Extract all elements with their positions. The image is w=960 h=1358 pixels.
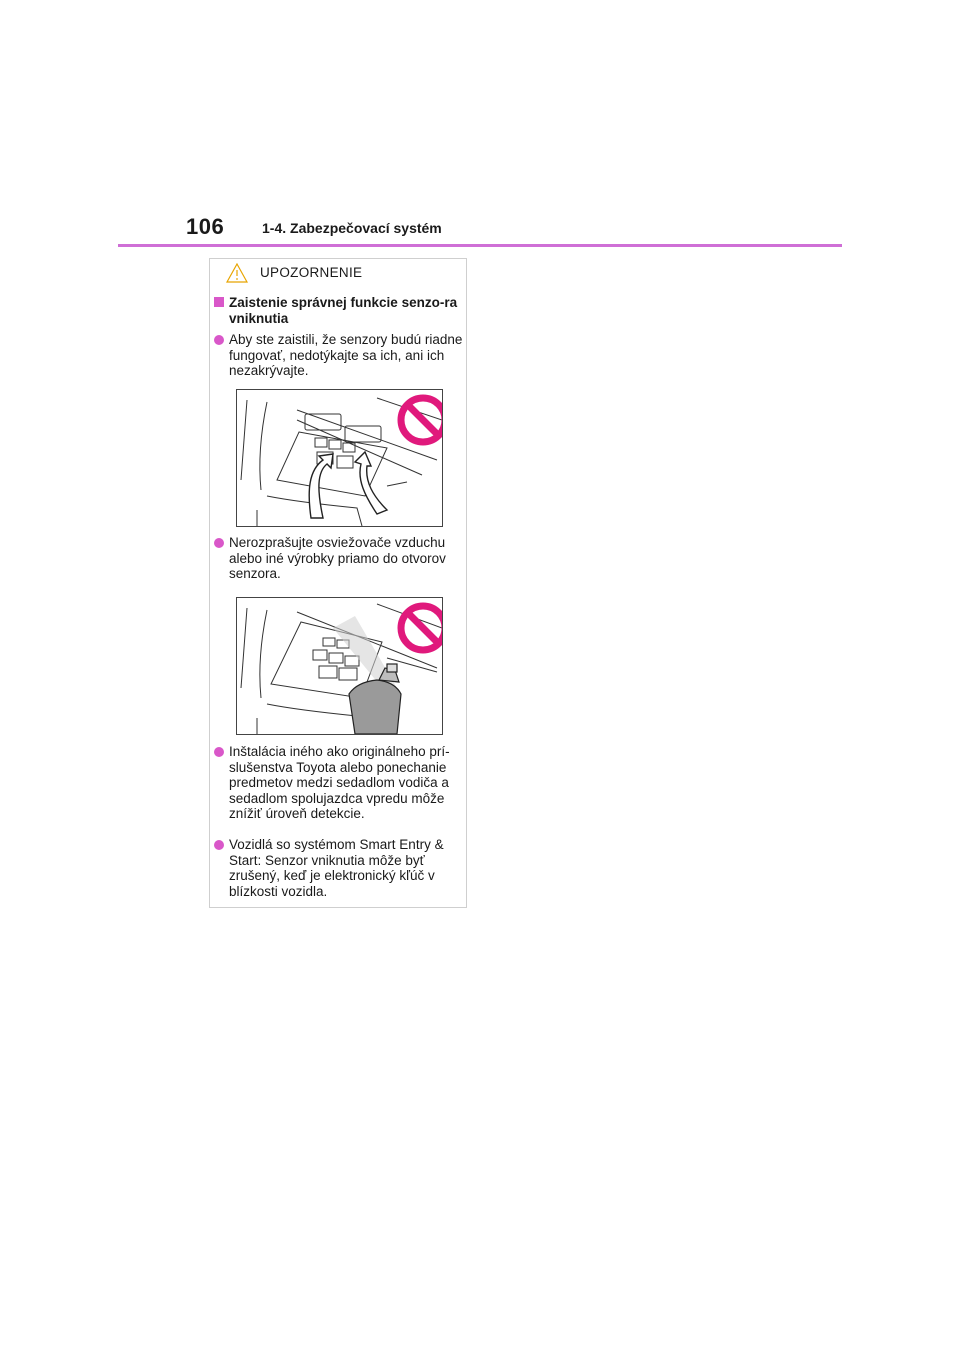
figure-do-not-touch <box>236 389 443 527</box>
warning-box <box>209 258 467 908</box>
warning-label: UPOZORNENIE <box>260 265 363 280</box>
header-rule <box>118 244 842 247</box>
bullet-item <box>214 332 466 379</box>
square-bullet-icon <box>214 297 224 307</box>
bullet-dot-icon <box>214 840 224 850</box>
bullet-dot-icon <box>214 538 224 548</box>
bullet-text: Aby ste zaistili, že senzory budú riadne fungovať, nedotýkajte sa ich, ani ich nezakrývajte. <box>229 332 463 379</box>
warning-heading <box>214 295 464 327</box>
warning-triangle-icon <box>226 263 248 283</box>
page-number: 106 <box>186 214 225 239</box>
bullet-item <box>214 744 466 822</box>
bullet-text: Vozidlá so systémom Smart Entry & Start: Senzor vniknutia môže byť zrušený, keď je elektronický kľúč v blízkosti vozidla. <box>229 837 444 899</box>
warning-header <box>210 259 466 285</box>
bullet-dot-icon <box>214 747 224 757</box>
warning-heading-text: Zaistenie správnej funkcie senzo-ra vniknutia <box>229 295 458 326</box>
section-title: 1-4. Zabezpečovací systém <box>262 220 442 236</box>
bullet-text: Nerozprašujte osviežovače vzduchu alebo iné výrobky priamo do otvorov senzora. <box>229 535 446 582</box>
figure-do-not-spray <box>236 597 443 735</box>
bullet-item <box>214 837 466 899</box>
bullet-dot-icon <box>214 335 224 345</box>
bullet-text: Inštalácia iného ako originálneho prí-slušenstva Toyota alebo ponechanie predmetov medzi sedadlom vodiča a sedadlom spolujazdca vpredu môže znížiť úroveň detekcie. <box>229 744 450 822</box>
bullet-item <box>214 535 466 582</box>
